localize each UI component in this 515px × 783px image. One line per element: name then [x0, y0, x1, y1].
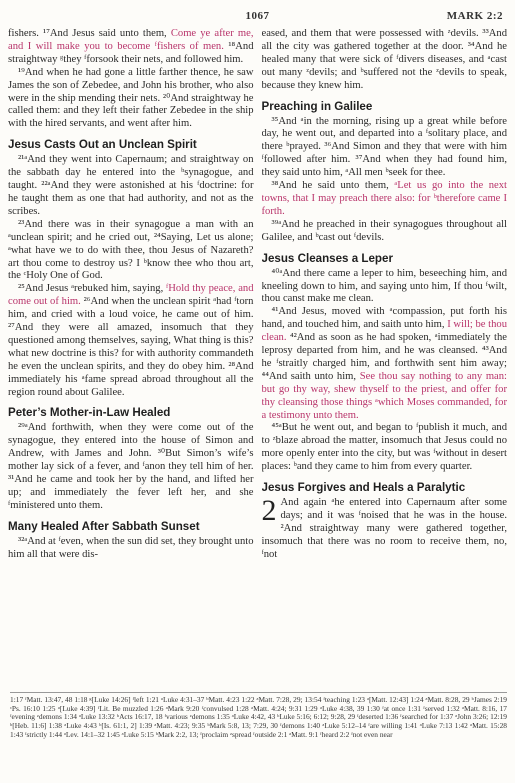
words-of-jesus: ᶠHold thy peace, and come out of him. — [8, 283, 254, 308]
page-number: 1067 — [245, 10, 270, 22]
text-columns — [8, 28, 507, 668]
cross-reference-footnotes: 1:17 ᶠMatt. 13:47, 48 1:18 ᵍ[Luke 14:26] ᶠleft 1:21 ᵃLuke 4:31–37 ᵇMatt. 4:23 1:22 ᵃMatt. 7:28, 29; 13:54 ᶠteaching 1:23 ᵃ[Matt. 12:43] 1:24 ᵃMatt. 8:28, 29 ᵇJames 2:19 ᶜPs. 16:10 1:25 ᵃ[Luke 4:39] ᶠLit. Be muzzled 1:26 ᵃMark 9:20 ᶠconvulsed 1:28 ᵃMatt. 4:24; 9:31 1:29 ᵃLuke 4:38, 39 1:30 ᶠat once 1:31 ᶠserved 1:32 ᵃMatt. 8:16, 17 ᶠevening ᶻdemons 1:34 ᵃLuke 13:32 ᵇActs 16:17, 18 ᶠvarious ᶻdemons 1:35 ᵃLuke 4:42, 43 ᵇLuke 5:16; 6:12; 9:28, 29 ᶠdeserted 1:36 ᶠsearched for 1:37 ᵃJohn 3:26; 12:19 ᵇ[Heb. 11:6] 1:38 ᵃLuke 4:43 ᵇ[Is. 61:1, 2] 1:39 ᵃMatt. 4:23; 9:35 ᵇMark 5:8, 13; 7:29, 30 ᶠdemons 1:40 ᵃLuke 5:12–14 ᶠare willing 1:41 ᵃLuke 7:13 1:42 ᵃMatt. 15:28 1:43 ᶠstrictly 1:44 ᵃLev. 14:1–32 1:45 ᵃLuke 5:15 ᵇMark 2:2, 13; ᶠproclaim ᶻspread ᶠoutside 2:1 ᵃMatt. 9:1 ᶠheard 2:2 ᶠnot even near — [10, 692, 507, 740]
section-heading: Preaching in Galilee — [261, 99, 373, 113]
section-heading: Jesus Cleanses a Leper — [261, 251, 393, 265]
page-header — [8, 10, 507, 28]
verse-paragraph: ¹⁹And when he had gone a little farther thence, he saw James the son of Zebedee, and John his brother, who also were in the ship mending their nets. ²⁰And straightway he called them: and they left their father Zebedee in the ship with the hired servants, and went after him. — [8, 66, 254, 130]
words-of-jesus: I will; be thou clean. — [261, 319, 507, 344]
verse-paragraph: fishers. ¹⁷And Jesus said unto them, Come ye after me, and I will make you to become ᶠfishers of men. ¹⁸And straightway ᵍthey ᶠforsook their nets, and followed him. — [8, 28, 254, 65]
verse-paragraph: ²⁵And Jesus ᵃrebuked him, saying, ᶠHold thy peace, and come out of him. ²⁶And when the unclean spirit ᵃhad ᶠtorn him, and cried with a loud voice, he came out of him. ²⁷And they were all amazed, insomuch that they questioned among themselves, saying, What thing is this? what new doctrine is this? for with authority commandeth he even the unclean spirits, and they do obey him. ²⁸And immediately his ᵃfame spread abroad throughout all the region round about Galilee. — [8, 283, 254, 398]
verse-paragraph: ²⁹ᵃAnd forthwith, when they were come out of the synagogue, they entered into the house of Simon and Andrew, with James and John. ³⁰But Simon’s wife’s mother lay sick of a fever, and ᶠanon they tell him of her. ³¹And he came and took her by the hand, and lifted her up; and immediately the fever left her, and she ᶠministered unto them. — [8, 422, 254, 511]
chapter-reference: MARK 2:2 — [446, 10, 503, 22]
section-heading: Jesus Forgives and Heals a Paralytic — [261, 481, 466, 495]
verse-paragraph: ³⁹ᵃAnd he preached in their synagogues throughout all Galilee, and ᵇcast out ᶠdevils. — [261, 218, 507, 243]
verse-paragraph: ³⁵And ᵃin the morning, rising up a great while before day, he went out, and departed into a ᶠsolitary place, and there ᵇprayed. ³⁶And Simon and they that were with him ᶠfollowed after him. ³⁷And when they had found him, they said unto him, ᵃAll men ᵇseek for thee. — [261, 115, 507, 179]
verse-paragraph: ⁴⁵ᵃBut he went out, and began to ᶠpublish it much, and to ᶻblaze abroad the matter, insomuch that Jesus could no more openly enter into the city, but was ᶠwithout in desert places: ᵇand they came to him from every quarter. — [261, 422, 507, 473]
left-column — [8, 28, 254, 668]
verse-paragraph: ³⁸And he said unto them, ᵃLet us go into the next towns, that I may preach there also: for ᵇtherefore came I forth. — [261, 180, 507, 217]
right-column — [262, 28, 508, 668]
words-of-jesus: See thou say nothing to any man: but go thy way, shew thyself to the priest, and offer for thy cleansing those things ᵃwhich Moses commanded, for a testimony unto them. — [261, 370, 507, 421]
verse-paragraph: eased, and them that were possessed with ᶻdevils. ³³And all the city was gathered together at the door. ³⁴And he healed many that were sick of ᶠdivers diseases, and ᵃcast out many ᶻdevils; and ᵇsuffered not the ᶻdevils to speak, because they knew him. — [261, 28, 507, 91]
section-heading: Many Healed After Sabbath Sunset — [8, 519, 200, 533]
chapter-number: 2 — [261, 494, 277, 528]
verse-paragraph: ⁴¹And Jesus, moved with ᵃcompassion, put forth his hand, and touched him, and saith unto him, I will; be thou clean. ⁴²And as soon as he had spoken, ᵃimmediately the leprosy departed from him, and he was cleansed. ⁴³And he ᶠstraitly charged him, and forthwith sent him away; ⁴⁴And saith unto him, See thou say nothing to any man: but go thy way, shew thyself to the priest, and offer for thy cleansing those things ᵃwhich Moses commanded, for a testimony unto them. — [261, 306, 507, 421]
section-heading: Jesus Casts Out an Unclean Spirit — [8, 138, 197, 152]
verse-paragraph: ³²ᵃAnd at ᶠeven, when the sun did set, they brought unto him all that were dis- — [8, 535, 254, 560]
section-heading: Peter’s Mother-in-Law Healed — [8, 406, 171, 420]
verse-paragraph: ²¹ᵃAnd they went into Capernaum; and straightway on the sabbath day he entered into the ᵇsynagogue, and taught. ²²ᵃAnd they were astonished at his ᶠdoctrine: for he taught them as one that had authority, and not as the scribes. — [8, 154, 254, 217]
verse-paragraph: 2 And again ᵃhe entered into Capernaum after some days; and it was ᶠnoised that he was in the house. ²And straightway many were gathered together, insomuch that there was no room to receive them, no, ᶠnot — [261, 494, 507, 560]
verse-paragraph: ⁴⁰ᵃAnd there came a leper to him, beseeching him, and kneeling down to him, and saying unto him, If thou ᶠwilt, thou canst make me clean. — [261, 267, 507, 305]
verse-paragraph: ²³And there was in their synagogue a man with an ᵃunclean spirit; and he cried out, ²⁴Saying, Let us alone; ᵃwhat have we to do with thee, thou Jesus of Nazareth? art thou come to destroy us? I ᵇknow thee who thou art, the ᶜHoly One of God. — [8, 218, 254, 282]
words-of-jesus: Come ye after me, and I will make you to become ᶠfishers of men. — [8, 28, 254, 52]
words-of-jesus: ᵃLet us go into the next towns, that I may preach there also: for ᵇtherefore came I forth. — [261, 180, 507, 217]
